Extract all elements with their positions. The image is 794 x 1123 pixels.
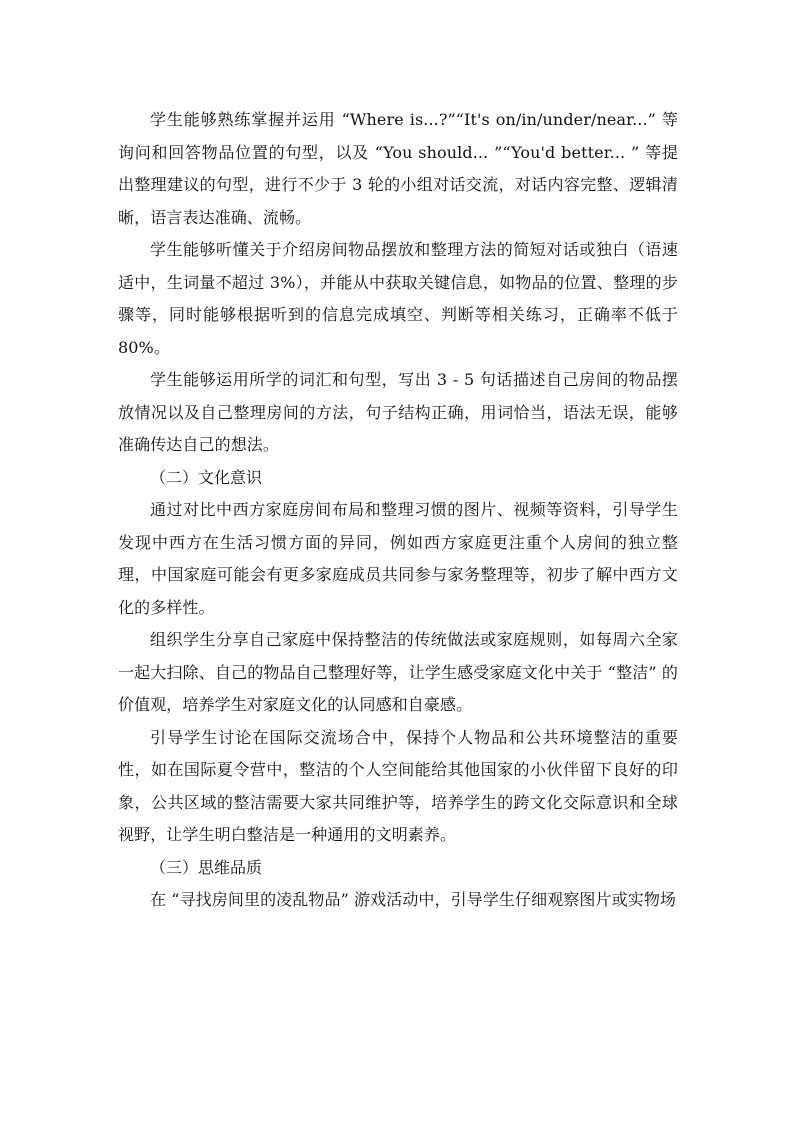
section-heading-cultural-awareness: （二）文化意识 — [150, 467, 263, 487]
paragraph-game-activity: 在 “寻找房间里的凌乱物品” 游戏活动中，引导学生仔细观察图片或实物场 — [150, 890, 677, 909]
document-body — [118, 104, 678, 917]
paragraph-speaking-goal: 学生能够熟练掌握并运用 “Where is...?”“It's on/in/under/near...” 等询问和回答物品位置的句型，以及 “You should... ”“You'd better... ” 等提出整理建议的句型，进行不少于 3 轮的小组对话交流，对话内容完整、逻辑清晰，语言表达准确、流畅。 — [118, 110, 678, 227]
paragraph-international-exchange: 引导学生讨论在国际交流场合中，保持个人物品和公共环境整洁的重要性，如在国际夏令营中，整洁的个人空间能给其他国家的小伙伴留下良好的印象，公共区域的整洁需要大家共同维护等，培养学生的跨文化交际意识和全球视野，让学生明白整洁是一种通用的文明素养。 — [118, 727, 678, 844]
paragraph-culture-comparison: 通过对比中西方家庭房间布局和整理习惯的图片、视频等资料，引导学生发现中西方在生活习惯方面的异同，例如西方家庭更注重个人房间的独立整理，中国家庭可能会有更多家庭成员共同参与家务整理等，初步了解中西方文化的多样性。 — [118, 500, 678, 617]
paragraph-family-tradition: 组织学生分享自己家庭中保持整洁的传统做法或家庭规则，如每周六全家一起大扫除、自己的物品自己整理好等，让学生感受家庭文化中关于 “整洁” 的价值观，培养学生对家庭文化的认同感和自豪感。 — [118, 630, 678, 714]
paragraph-listening-goal: 学生能够听懂关于介绍房间物品摆放和整理方法的简短对话或独白（语速适中，生词量不超过 3%），并能从中获取关键信息，如物品的位置、整理的步骤等，同时能够根据听到的信息完成填空、判断等相关练习，正确率不低于 80%。 — [118, 240, 678, 357]
paragraph-writing-goal: 学生能够运用所学的词汇和句型，写出 3 - 5 句话描述自己房间的物品摆放情况以及自己整理房间的方法，句子结构正确，用词恰当，语法无误，能够准确传达自己的想法。 — [118, 370, 678, 454]
section-heading-thinking-quality: （三）思维品质 — [150, 857, 263, 877]
